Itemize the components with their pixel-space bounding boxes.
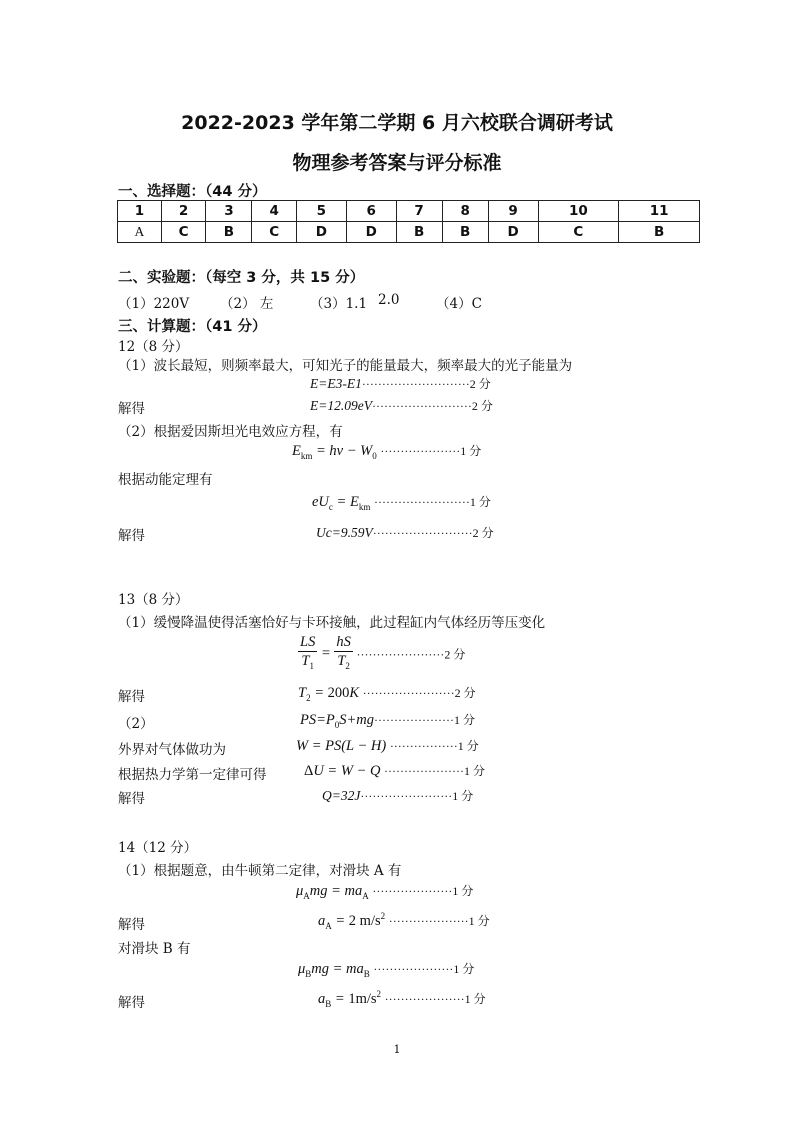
answer-cell: C [538,222,619,243]
q14-jiede-2: 解得 [118,995,145,1011]
q13-jiede-2: 解得 [118,791,145,807]
q12-eq1-score: ···························2 分 [361,377,491,391]
question-number: 8 [442,201,488,222]
q13-eq4-formula: W = PS(L − H) [296,738,390,754]
answer-cell: D [488,222,538,243]
q12-eq4-score: ························1 分 [373,495,491,509]
q12-eq4 [312,493,491,512]
q12-eq3-score: ····················1 分 [380,444,482,458]
q14-eq3-score: ····················1 分 [373,962,475,976]
q12-eq1 [310,375,491,392]
q13-fraction-right: $\frac{hS}{T_2}$ [336,634,351,671]
q14-eq4-formula: $a_B = 1m/s^2$ [318,989,382,1009]
q14-eq2 [318,911,490,931]
answer-cell: C [161,222,206,243]
answer-cell: D [346,222,396,243]
q12-eq2-formula: E=12.09eV [310,398,372,413]
q12-header: 12（8 分） [118,339,189,355]
question-number: 7 [396,201,442,222]
q13-eq1-score: ······················2 分 [356,647,466,662]
q12-eq3-formula: $E_{km} = h\nu - W_0$ [292,443,377,461]
answer-cell: B [396,222,442,243]
q13-eq2-formula: $T_2 = 200K$ [298,685,363,703]
answer-table [117,200,700,243]
q14-eq4-score: ····················1 分 [384,991,486,1006]
experiment-answer-4: （4）C [436,296,482,312]
q12-eq4-formula: $eU_c = E_{km}$ [312,494,371,512]
section2-heading: 二、实验题：（每空 3 分，共 15 分） [118,270,365,286]
q12-jiede-2: 解得 [118,528,145,544]
q12-part1-text: （1）波长最短，则频率最大，可知光子的能量最大，频率最大的光子能量为 [118,358,573,374]
question-number: 5 [296,201,346,222]
experiment-answer-1: （1）220V [118,296,190,312]
q13-eq5-score: ····················1 分 [384,764,485,778]
answer-cell: B [442,222,488,243]
q14-eq2-formula: $a_A = 2$ $m/s^2$ [318,911,386,931]
question-number: 6 [346,201,396,222]
q13-eq2-score: ·······················2 分 [362,686,476,700]
q14-eq4 [318,989,486,1009]
q12-eq1-formula: E=E3-E1 [310,376,362,391]
page-number: 1 [393,1043,401,1056]
q13-part4-text: 根据热力学第一定律可得 [118,767,267,783]
q13-header: 13（8 分） [118,592,189,608]
q13-part1-text: （1）缓慢降温使得活塞恰好与卡环接触，此过程缸内气体经历等压变化 [118,615,546,631]
q13-eq2 [298,684,476,703]
q13-eq6 [322,787,473,804]
q14-eq1-score: ····················1 分 [372,884,474,898]
experiment-answer-2: （2） 左 [220,296,274,312]
q12-eq3 [292,442,481,461]
answer-cell: A [118,222,162,243]
q13-jiede-1: 解得 [118,689,145,705]
question-number: 2 [161,201,206,222]
q14-eq3 [298,960,474,979]
answer-cell: D [296,222,346,243]
experiment-answer-3: （3）1.1 [310,296,368,312]
answer-cell: B [619,222,700,243]
answer-cell: B [206,222,252,243]
q12-eq2 [310,397,493,414]
question-number: 11 [619,201,700,222]
q13-eq3-formula: $PS=P_0S+mg$ [300,712,375,730]
answer-table-number-row [118,201,700,222]
q13-part2-label: （2） [118,716,154,732]
q12-jiede-1: 解得 [118,401,145,417]
question-number: 10 [538,201,619,222]
experiment-answer-3b: 2.0 [378,292,400,308]
answer-cell: C [252,222,297,243]
q13-fraction-left: $\frac{LS}{T_1}$ [300,634,316,671]
q14-part1-text: （1）根据题意，由牛顿第二定律，对滑块 A 有 [118,863,402,879]
q12-part2-text: （2）根据爱因斯坦光电效应方程，有 [118,424,343,440]
answer-table-answer-row [118,222,700,243]
q13-eq3-score: ····················1 分 [374,713,475,727]
q14-jiede-1: 解得 [118,917,145,933]
q12-part3-text: 根据动能定理有 [118,472,213,488]
document-title: 2022-2023 学年第二学期 6 月六校联合调研考试 [181,112,613,134]
section3-heading: 三、计算题：（41 分） [118,319,267,335]
q13-eq4 [296,737,479,755]
q12-eq5-formula: Uc=9.59V [316,525,373,540]
q13-eq6-score: ·······················1 分 [360,789,474,803]
question-number: 3 [206,201,252,222]
q13-eq4-score: ·················1 分 [389,739,479,753]
q13-eq5 [304,762,485,780]
document-subtitle: 物理参考答案与评分标准 [292,152,502,174]
q14-part2-text: 对滑块 B 有 [118,941,191,957]
q14-header: 14（12 分） [118,840,198,856]
question-number: 9 [488,201,538,222]
q14-eq1-formula: $\mu_Amg = ma_A$ [296,883,369,901]
q14-eq2-score: ····················1 分 [388,913,490,928]
question-number: 1 [118,201,162,222]
q13-eq3 [300,711,475,730]
q12-eq5 [316,524,494,541]
q13-eq5-formula: ΔU = W − Q [304,763,385,779]
q14-eq3-formula: $\mu_Bmg = ma_B$ [298,961,370,979]
question-number: 4 [252,201,297,222]
q13-part3-text: 外界对气体做功为 [118,742,226,758]
q13-eq6-formula: Q=32J [322,788,361,803]
q13-eq1: $\frac{LS}{T_1}$ = $\frac{hS}{T_2}$ ······················2 分 [298,633,465,675]
q12-eq2-score: ·························2 分 [371,399,493,413]
q12-eq5-score: ·························2 分 [372,526,494,540]
section1-heading: 一、选择题：（44 分） [118,184,267,200]
q14-eq1 [296,882,473,901]
